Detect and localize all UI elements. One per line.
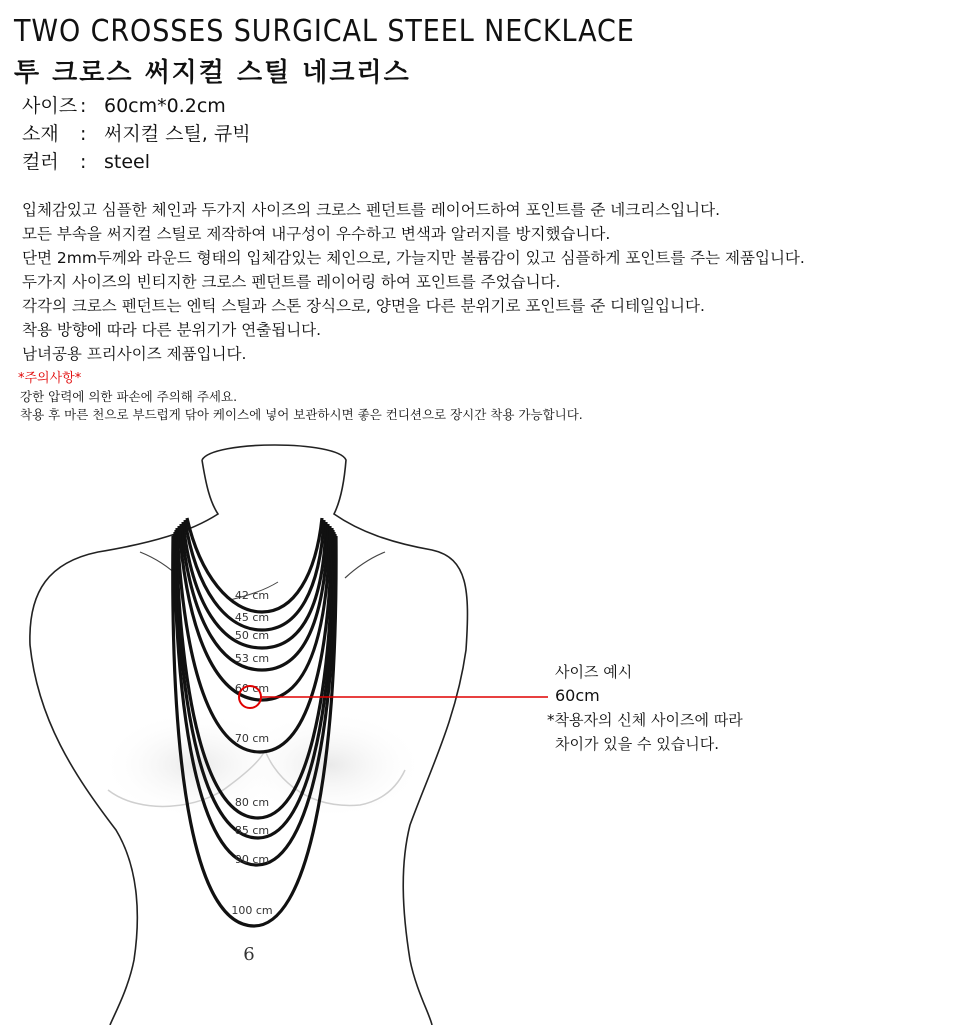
product-title-korean: 투 크로스 써지컬 스틸 네크리스 xyxy=(14,58,411,88)
shoulder-line-right xyxy=(345,552,385,578)
caution-notes xyxy=(20,388,583,424)
length-label: 60 cm xyxy=(234,682,270,695)
length-label: 100 cm xyxy=(231,904,273,917)
spec-row-color xyxy=(22,148,251,176)
spec-value: 60cm*0.2cm xyxy=(104,95,226,117)
callout-title: 사이즈 예시 xyxy=(555,663,633,681)
description-line: 단면 2mm두께와 라운드 형태의 입체감있는 체인으로, 가늘지만 볼륨감이 있고 심플하게 포인트를 주는 제품입니다. xyxy=(22,249,805,267)
caution-line: 착용 후 마른 천으로 부드럽게 닦아 케이스에 넣어 보관하시면 좋은 컨디션으로 장시간 착용 가능합니다. xyxy=(20,407,583,422)
caution-line: 강한 압력에 의한 파손에 주의해 주세요. xyxy=(20,389,238,404)
spec-value: 써지컬 스틸, 큐빅 xyxy=(104,123,251,145)
description-line: 각각의 크로스 펜던트는 엔틱 스틸과 스톤 장식으로, 양면을 다른 분위기로 포인트를 준 디테일입니다. xyxy=(22,297,705,315)
spec-list xyxy=(22,92,251,176)
callout-value: 60cm xyxy=(555,686,600,705)
size-callout xyxy=(547,660,743,756)
length-label: 50 cm xyxy=(234,629,270,642)
length-label: 80 cm xyxy=(234,796,270,809)
description-line: 남녀공용 프리사이즈 제품입니다. xyxy=(22,345,247,363)
callout-note: *착용자의 신체 사이즈에 따라 xyxy=(547,711,743,729)
spec-separator: : xyxy=(80,123,87,145)
length-label: 90 cm xyxy=(234,853,270,866)
callout-note: 차이가 있을 수 있습니다. xyxy=(555,735,719,753)
spec-row-material xyxy=(22,120,251,148)
spec-separator: : xyxy=(80,151,87,173)
product-title-english: TWO CROSSES SURGICAL STEEL NECKLACE xyxy=(14,14,635,49)
spec-key: 사이즈 xyxy=(22,95,78,117)
length-label: 42 cm xyxy=(234,589,270,602)
size-chart-figure xyxy=(0,440,960,1025)
length-label: 70 cm xyxy=(234,732,270,745)
length-label: 53 cm xyxy=(234,652,270,665)
spec-key: 컬러 xyxy=(22,151,59,173)
length-label: 85 cm xyxy=(234,824,270,837)
description-line: 입체감있고 심플한 체인과 두가지 사이즈의 크로스 펜던트를 레이어드하여 포인트를 준 네크리스입니다. xyxy=(22,201,721,219)
size-mark: 6 xyxy=(243,944,255,965)
description-line: 두가지 사이즈의 빈티지한 크로스 펜던트를 레이어링 하여 포인트를 주었습니다. xyxy=(22,273,561,291)
spec-key: 소재 xyxy=(22,123,59,145)
caution-title: *주의사항* xyxy=(18,371,82,386)
spec-separator: : xyxy=(80,95,87,117)
spec-row-size xyxy=(22,92,251,120)
description-line: 착용 방향에 따라 다른 분위기가 연출됩니다. xyxy=(22,321,322,339)
length-label: 45 cm xyxy=(234,611,270,624)
product-description xyxy=(22,198,805,366)
description-line: 모든 부속을 써지컬 스틸로 제작하여 내구성이 우수하고 변색과 알러지를 방지했습니다. xyxy=(22,225,611,243)
mannequin-illustration xyxy=(0,440,960,1025)
spec-value: steel xyxy=(104,151,151,173)
